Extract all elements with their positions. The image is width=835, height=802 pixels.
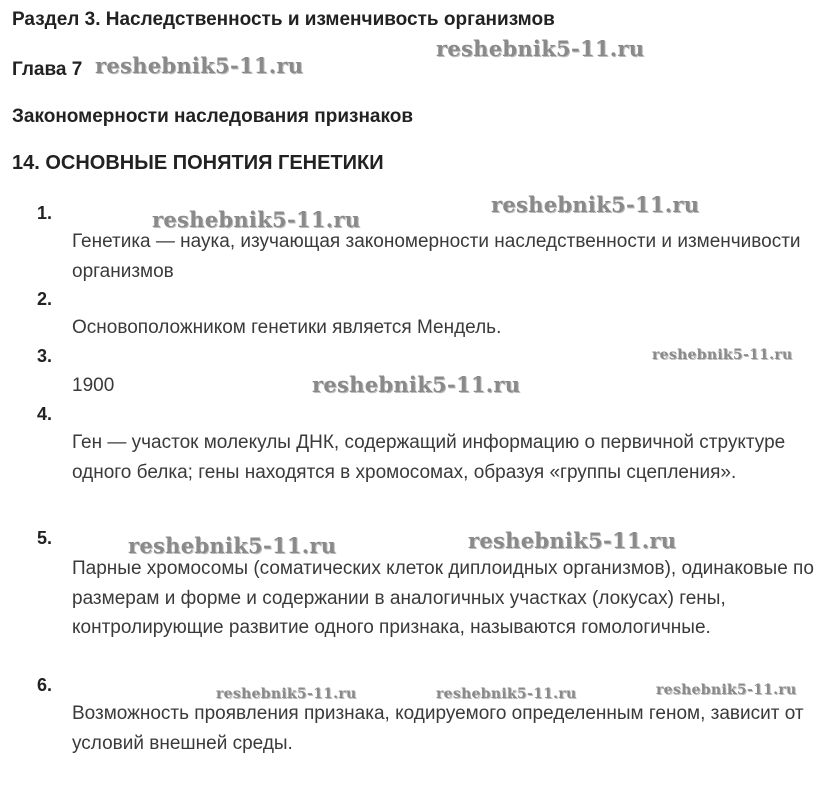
watermark: reshebnik5-11.ru [468,528,677,553]
watermark: reshebnik5-11.ru [436,686,577,702]
lesson-heading: 14. ОСНОВНЫЕ ПОНЯТИЯ ГЕНЕТИКИ [12,152,384,174]
watermark: reshebnik5-11.ru [652,347,793,363]
watermark: reshebnik5-11.ru [216,686,357,702]
watermark: reshebnik5-11.ru [95,53,304,78]
answer-number-5: 5. [37,528,53,548]
answer-text-4: Ген — участок молекулы ДНК, содержащий информацию о первичной структуре одного белка; гены находятся в хромосомах, образуя «группы сцепления». [72,432,786,483]
chapter-title: Глава 7 [12,59,83,80]
section-title: Раздел 3. Наследственность и изменчивость организмов [12,9,555,30]
watermark: reshebnik5-11.ru [656,682,797,698]
watermark: reshebnik5-11.ru [312,372,521,397]
answer-number-2: 2. [37,289,53,309]
answer-text-2: Основоположником генетики является Мендель. [72,317,502,338]
watermark: reshebnik5-11.ru [152,207,361,232]
answer-number-4: 4. [37,404,53,424]
watermark: reshebnik5-11.ru [491,192,700,217]
answer-number-3: 3. [37,346,53,366]
topic-title: Закономерности наследования признаков [12,106,414,127]
answer-number-6: 6. [37,675,53,695]
answer-text-6: Возможность проявления признака, кодируемого определенным геном, зависит от условий внешней среды. [72,703,804,754]
watermark: reshebnik5-11.ru [128,533,337,558]
watermark: reshebnik5-11.ru [436,36,645,61]
answer-text-5: Парные хромосомы (соматических клеток диплоидных организмов), одинаковые по размерам и форме и содержании в аналогичных участках (локусах) гены, контролирующие развитие одного признака, называются гомологичные. [72,558,814,638]
answer-number-1: 1. [37,203,53,223]
answer-text-1: Генетика — наука, изучающая закономерности наследственности и изменчивости организмов [72,231,801,282]
answer-text-3: 1900 [72,375,115,396]
